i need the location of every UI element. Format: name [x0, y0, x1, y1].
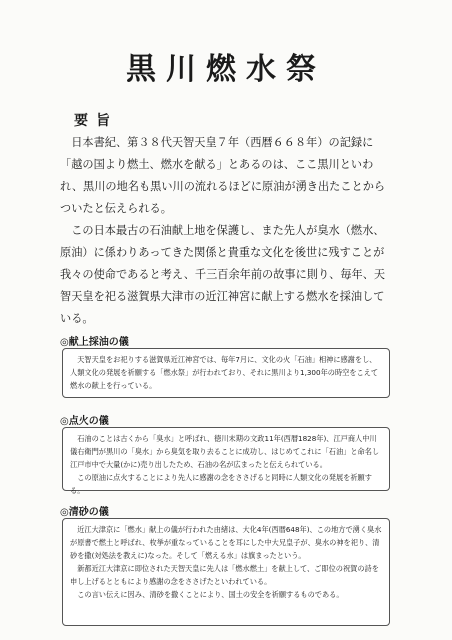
- section-box-offering: [62, 348, 390, 398]
- section-box-sand: [62, 518, 390, 626]
- page-title: 黒川燃水祭: [126, 52, 326, 87]
- summary-paragraph: 日本書紀、第３８代天智天皇７年（西暦６６８年）の記録に「越の国より燃土、燃水を献る」とあるのは、ここ黒川といわれ、黒川の地名も黒い川の流れるほどに原油が湧き出たことからついたと伝えられる。: [60, 136, 386, 215]
- section-box-ignition: [62, 427, 390, 495]
- section-heading-offering: ◎献上採油の儀: [60, 337, 129, 348]
- section-paragraph: 近江大津京に「燃水」献上の儀が行われた由緒は、大化4年(西暦648年)、この地方で湧く臭水が原書で燃土と呼ばれ、枚挙が重なっていることを耳にした中大兄皇子が、臭水の神を祀り、清砂を撒(対処法を教えに)なった。そして「燃える水」は旗まったという。: [70, 525, 382, 560]
- section-heading-sand: ◎清砂の儀: [60, 507, 109, 518]
- section-paragraph: 新都近江大津京に即位された天智天皇に先人は「燃水燃土」を献上して、ご即位の祝賀の詩を申し上げるとともにより感謝の念をささげたといわれている。: [70, 564, 379, 586]
- summary-paragraph: この日本最古の石油献上地を保護し、また先人が臭水（燃水、原油）に係わりあってきた関係と貴重な文化を後世に残すことが我々の使命であると考え、千三百余年前の故事に則り、毎年、天智天皇を祀る滋賀県大津市の近江神宮に献上する燃水を採油している。: [60, 224, 386, 325]
- section-paragraph: この原油に点火することにより先人に感謝の念をささげると同時に人類文化の発展を祈願する。: [70, 473, 372, 495]
- summary-heading: 要旨: [74, 113, 118, 129]
- section-heading-ignition: ◎点火の儀: [60, 416, 109, 427]
- section-paragraph: この言い伝えに因み、清砂を撒くことにより、国土の安全を祈願するものである。: [77, 590, 344, 599]
- summary-body: [60, 132, 394, 330]
- section-paragraph: 石油のことは古くから「臭水」と呼ばれ、徳川末期の文政11年(西暦1828年)、江戸商人中川儀右衛門が黒川の「臭水」から臭気を取り去ることに成功し、はじめてこれに「石油」と命名し江戸市中で大量(かに)売り出したため、石油の名が広まったと伝えられている。: [70, 434, 380, 469]
- section-paragraph: 天智天皇をお祀りする滋賀県近江神宮では、毎年7月に、文化の火「石油」相神に感謝をし、人類文化の発展を祈願する「燃水祭」が行われており、それに黒川より1,300年の時空をこえて燃水の献上を行っている。: [70, 355, 379, 390]
